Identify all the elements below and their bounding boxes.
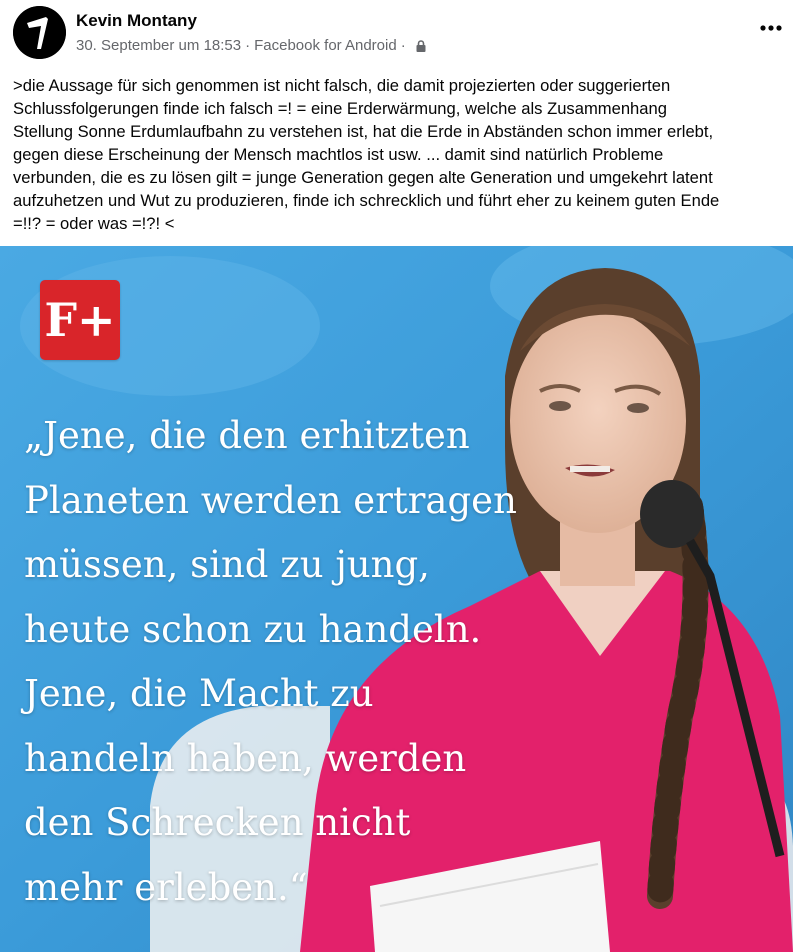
quote-line: Jene, die Macht zu: [24, 672, 374, 715]
avatar-logo-icon: [13, 6, 66, 59]
post-text-line: gegen diese Erscheinung der Mensch machtlos ist usw. ... damit sind natürlich Probleme: [13, 145, 664, 164]
faz-plus-logo: F+: [40, 280, 120, 360]
post-image[interactable]: [0, 246, 793, 952]
quote-line: müssen, sind zu jung,: [24, 543, 430, 586]
post-text-line: =!!? = oder was =!?! <: [13, 214, 175, 233]
post-meta: [76, 37, 428, 54]
quote-line: „Jene, die den erhitzten: [24, 414, 470, 457]
quote-line: Planeten werden ertragen: [24, 478, 517, 522]
meta-separator-2: ·: [400, 37, 406, 54]
avatar[interactable]: [13, 6, 66, 59]
quote-line: mehr erleben.“: [24, 865, 308, 909]
post-header: [0, 0, 793, 64]
post-text-line: aufzuhetzen und Wut zu produzieren, finde ich schrecklich und führt eher zu keinem guten Ende: [13, 191, 720, 210]
author-name[interactable]: Kevin Montany: [76, 11, 197, 30]
more-options-button[interactable]: [757, 14, 785, 42]
lock-icon[interactable]: [414, 39, 428, 53]
meta-separator: ·: [245, 37, 251, 54]
post-text-line: Stellung Sonne Erdumlaufbahn zu verstehen ist, hat die Erde in Abständen schon immer erlebt,: [13, 122, 714, 141]
post-text-line: verbunden, die es zu lösen gilt = junge Generation gegen alte Generation und umgekehrt latent: [13, 168, 713, 187]
post-text-line: >die Aussage für sich genommen ist nicht falsch, die damit projezierten oder suggerierten: [13, 76, 671, 95]
post-source: Facebook for Android: [254, 37, 397, 54]
post-timestamp[interactable]: 30. September um 18:53: [76, 37, 242, 54]
post-text: [13, 74, 789, 235]
quote-line: handeln haben, werden: [24, 736, 467, 780]
quote-text: [24, 404, 544, 920]
quote-line: heute schon zu handeln.: [24, 607, 482, 651]
quote-line: den Schrecken nicht: [24, 801, 411, 844]
more-options-icon: [760, 25, 782, 31]
post-text-line: Schlussfolgerungen finde ich falsch =! = eine Erderwärmung, welche als Zusammenhang: [13, 99, 667, 118]
